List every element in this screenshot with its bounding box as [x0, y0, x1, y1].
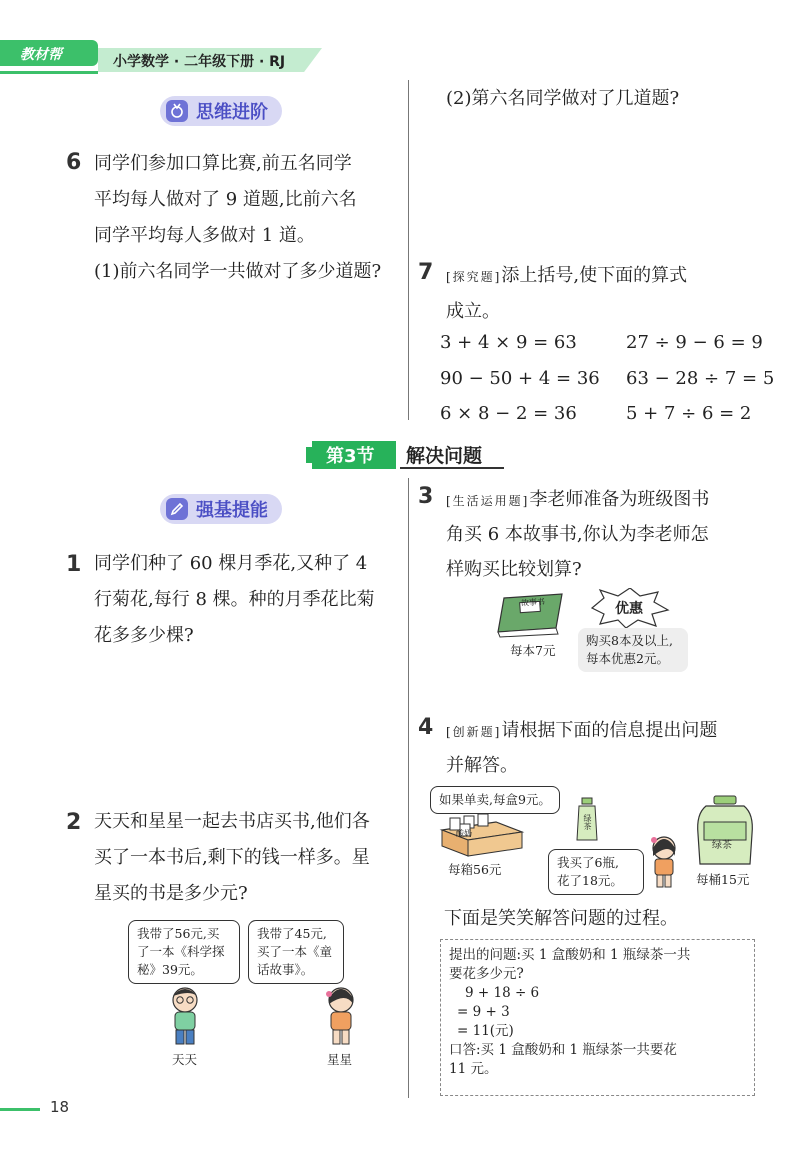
- column-divider-top: [408, 80, 409, 420]
- question-6-sub2: (2)第六名同学做对了几道题?: [446, 88, 680, 109]
- box-label: 酸奶: [456, 829, 472, 838]
- section-pill-label: 思维进阶: [196, 102, 268, 123]
- equation: 3 + 4 × 9 = 63: [440, 332, 577, 353]
- column-divider-bottom: [408, 478, 409, 1098]
- question-4-line2: 并解答。: [446, 755, 518, 776]
- speech-bubble-tiantian: 我带了56元,买 了一本《科学探 秘》39元。: [128, 920, 240, 984]
- footer-accent-line: [0, 1108, 40, 1111]
- equation: 90 − 50 + 4 = 36: [440, 368, 600, 389]
- header-tag: 教材帮: [0, 40, 98, 66]
- question-4-line1: [创新题]请根据下面的信息提出问题: [446, 720, 718, 741]
- speech-bubble-single-price: 如果单卖,每盒9元。: [430, 786, 560, 814]
- question-3-line2: 角买 6 本故事书,你认为李老师怎: [446, 524, 709, 545]
- page-number: 18: [50, 1098, 70, 1116]
- question-7-line2: 成立。: [446, 301, 500, 322]
- equation: 63 − 28 ÷ 7 = 5: [626, 368, 775, 389]
- jug-label: 绿茶: [712, 840, 732, 851]
- equation: 5 + 7 ÷ 6 = 2: [626, 403, 752, 424]
- equation: 6 × 8 − 2 = 36: [440, 403, 577, 424]
- question-7-line1: [探究题]添上括号,使下面的算式: [446, 265, 688, 286]
- section-pill-thinking: [160, 96, 282, 126]
- discount-badge-label: 优惠: [615, 601, 643, 617]
- green-tea-jug-illustration: [694, 794, 756, 868]
- girl-character-illustration: [316, 984, 366, 1048]
- equation: 27 ÷ 9 − 6 = 9: [626, 332, 763, 353]
- character-name-tiantian: 天天: [172, 1052, 198, 1067]
- solution-intro: 下面是笑笑解答问题的过程。: [444, 908, 678, 929]
- solution-box: 提出的问题:买 1 盒酸奶和 1 瓶绿茶一共 要花多少元? 9 + 18 ÷ 6 = 9 + 3 = 11(元) 口答:买 1 盒酸奶和 1 瓶绿茶一共要花 11 元。: [440, 939, 755, 1096]
- box-price: 每箱56元: [448, 862, 502, 877]
- section-number-label: 第3节: [312, 441, 396, 469]
- question-1-text: 同学们种了 60 棵月季花,又种了 4 行菊花,每行 8 棵。种的月季花比菊 花多多少棵?: [94, 553, 375, 646]
- speech-bubble-xingxing: 我带了45元, 买了一本《童 话故事》。: [248, 920, 344, 984]
- boy-character-illustration: [160, 984, 210, 1048]
- question-number: 6: [66, 150, 82, 175]
- question-number: 7: [418, 260, 434, 285]
- bottle-label: 绿茶: [583, 814, 592, 830]
- question-number: 3: [418, 484, 434, 509]
- pencil-icon: [166, 498, 188, 520]
- jug-price: 每桶15元: [696, 872, 750, 887]
- character-name-xingxing: 星星: [327, 1052, 353, 1067]
- discount-offer-text: 购买8本及以上, 每本优惠2元。: [578, 628, 688, 672]
- book-cover-label: 故事书: [520, 597, 546, 608]
- header-underline: [0, 71, 98, 74]
- medal-icon: [166, 100, 188, 122]
- question-number: 1: [66, 552, 82, 577]
- section-pill-label: 强基提能: [196, 500, 268, 521]
- xiaoxiao-character-illustration: [644, 834, 684, 890]
- book-price: 每本7元: [510, 643, 556, 658]
- question-2-text: 天天和星星一起去书店买书,他们各 买了一本书后,剩下的钱一样多。星 星买的书是多少元?: [94, 811, 370, 904]
- yogurt-box-illustration: [436, 812, 526, 858]
- question-3-line1: [生活运用题]李老师准备为班级图书: [446, 489, 710, 510]
- section-pill-basic: [160, 494, 282, 524]
- question-number: 2: [66, 810, 82, 835]
- header-title: 小学数学 · 二年级下册 · RJ: [113, 54, 286, 70]
- speech-bubble-girl: 我买了6瓶, 花了18元。: [548, 849, 644, 895]
- question-number: 4: [418, 715, 434, 740]
- question-6-text: 同学们参加口算比赛,前五名同学 平均每人做对了 9 道题,比前六名 同学平均每人多做对 1 道。 (1)前六名同学一共做对了多少道题?: [94, 153, 382, 282]
- section-title: 解决问题: [400, 441, 504, 469]
- question-3-line3: 样购买比较划算?: [446, 559, 582, 580]
